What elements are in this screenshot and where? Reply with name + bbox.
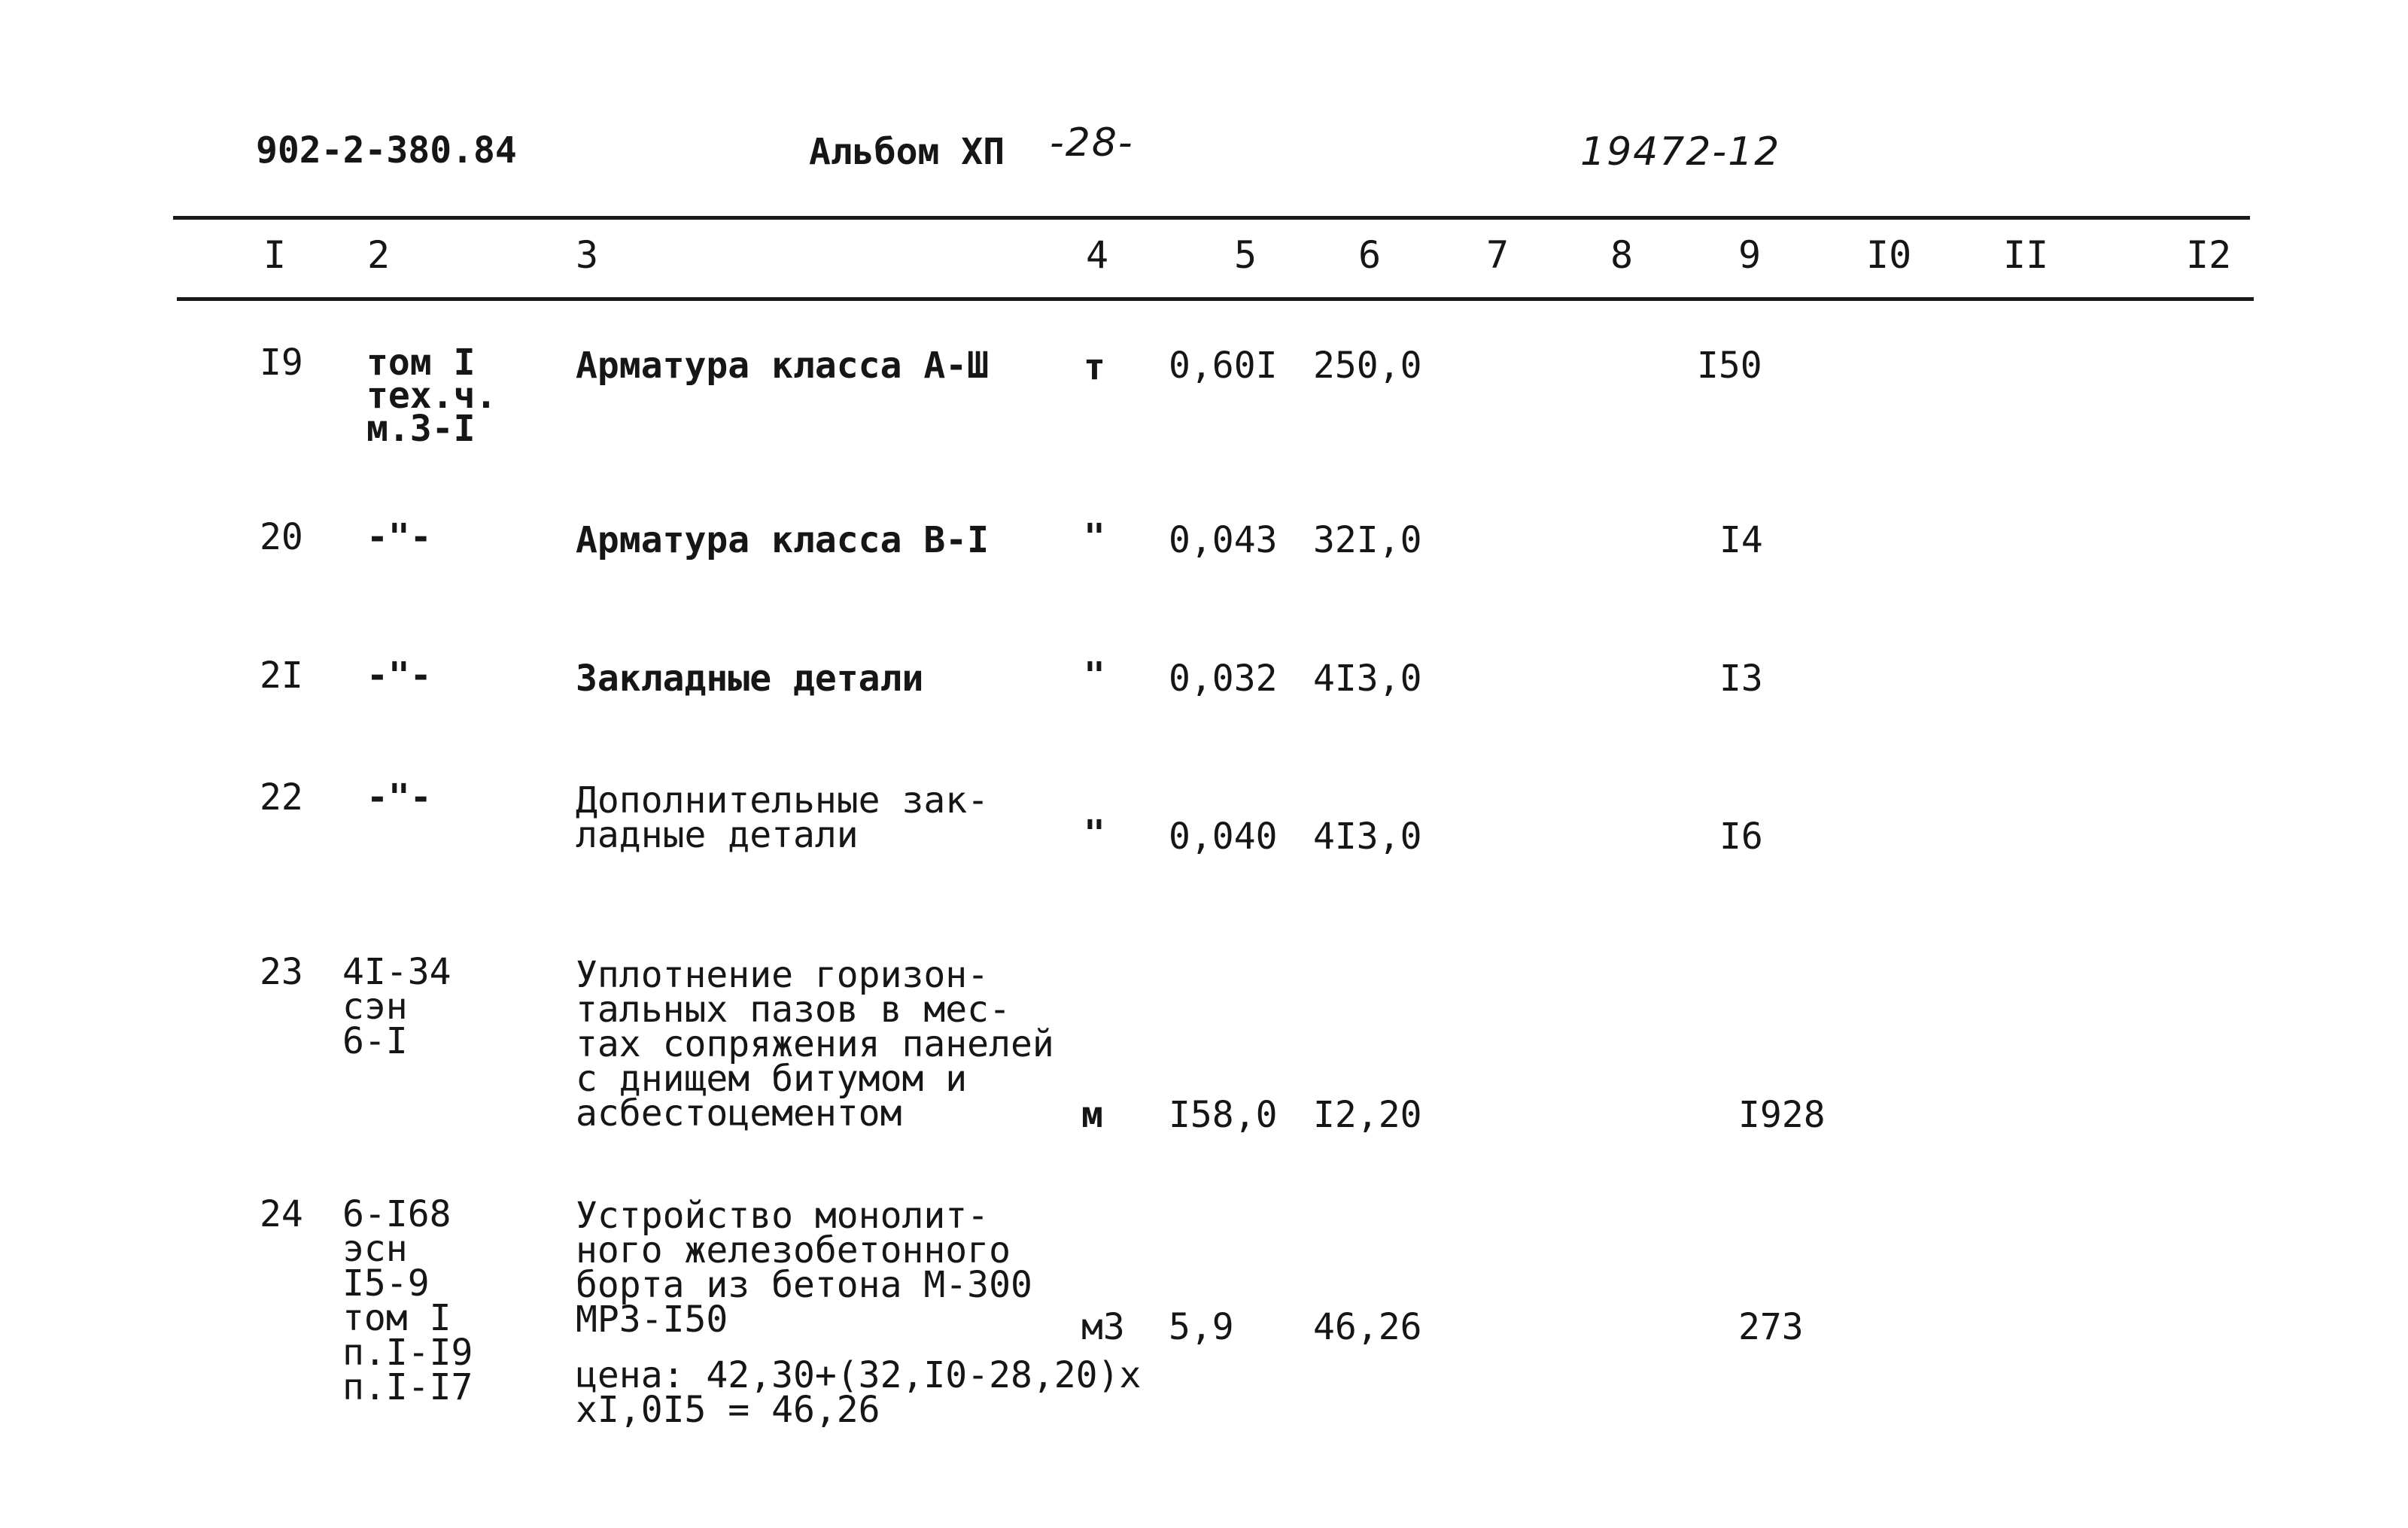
row-number: 24 — [260, 1193, 303, 1235]
unit-price: 4I3,0 — [1313, 816, 1422, 858]
column-header-1: I — [263, 233, 287, 277]
item-name-line: Закладные детали — [576, 658, 924, 700]
reference-line: м.3-I — [366, 408, 476, 450]
reference-line: сэн — [342, 986, 408, 1028]
total-cost: I4 — [1719, 519, 1763, 561]
column-header-2: 2 — [367, 233, 391, 277]
unit: " — [1084, 813, 1105, 855]
unit: " — [1084, 655, 1105, 697]
row-number: I9 — [260, 342, 303, 384]
item-name-line: Арматура класса В-I — [576, 519, 990, 561]
unit: т — [1084, 346, 1105, 388]
quantity: 5,9 — [1169, 1306, 1234, 1348]
item-name-line: Арматура класса А-Ш — [576, 345, 990, 387]
item-name-line: ладные детали — [576, 814, 859, 856]
reference-line: -"- — [366, 516, 432, 558]
row-number: 22 — [260, 776, 303, 819]
total-cost: I3 — [1719, 658, 1763, 700]
unit-price: I2,20 — [1313, 1094, 1422, 1136]
reference-line: 6-I — [342, 1020, 408, 1062]
item-name-line: МРЗ-I50 — [576, 1299, 728, 1341]
reference-line: 4I-34 — [342, 951, 451, 993]
column-header-7: 7 — [1486, 233, 1510, 277]
column-header-3: 3 — [576, 233, 599, 277]
item-name-line: с днищем битумом и — [576, 1058, 968, 1100]
item-name-line: Дополнительные зак- — [576, 779, 990, 822]
unit-price: 32I,0 — [1313, 519, 1422, 561]
inventory-number: 19472-12 — [1580, 129, 1781, 175]
document-code: 902-2-380.84 — [256, 129, 517, 172]
column-header-10: I0 — [1866, 233, 1912, 277]
table-header-rule — [177, 297, 2254, 301]
item-name-line: Устройство монолит- — [576, 1195, 990, 1237]
unit-price: 4I3,0 — [1313, 658, 1422, 700]
unit-price: 46,26 — [1313, 1306, 1422, 1348]
reference-line: тех.ч. — [366, 375, 497, 417]
column-header-9: 9 — [1738, 233, 1762, 277]
reference-line: п.I-I9 — [342, 1332, 473, 1374]
unit-price: 250,0 — [1313, 345, 1422, 387]
reference-line: -"- — [366, 655, 432, 697]
table-top-rule — [173, 216, 2250, 220]
quantity: I58,0 — [1169, 1094, 1278, 1136]
column-header-8: 8 — [1610, 233, 1634, 277]
quantity: 0,60I — [1169, 345, 1278, 387]
album-title: Альбом ХП — [809, 131, 1005, 173]
page-number: -28- — [1050, 120, 1134, 166]
reference-line: I5-9 — [342, 1262, 430, 1305]
price-note-line: цена: 42,30+(32,I0-28,20)х — [576, 1354, 1142, 1396]
quantity: 0,040 — [1169, 816, 1278, 858]
item-name-line: тальных пазов в мес- — [576, 989, 1011, 1031]
reference-line: том I — [366, 342, 476, 384]
row-number: 2I — [260, 655, 303, 697]
column-header-4: 4 — [1086, 233, 1109, 277]
reference-line: п.I-I7 — [342, 1366, 473, 1408]
total-cost: I928 — [1738, 1094, 1826, 1136]
reference-line: том I — [342, 1297, 451, 1339]
column-header-11: II — [2003, 233, 2049, 277]
column-header-5: 5 — [1234, 233, 1257, 277]
row-number: 20 — [260, 516, 303, 558]
total-cost: I50 — [1697, 345, 1762, 387]
reference-line: -"- — [366, 776, 432, 819]
item-name-line: ного железобетонного — [576, 1229, 1011, 1271]
reference-line: эсн — [342, 1228, 408, 1270]
quantity: 0,032 — [1169, 658, 1278, 700]
price-note-line: хI,0I5 = 46,26 — [576, 1389, 880, 1431]
quantity: 0,043 — [1169, 519, 1278, 561]
item-name-line: тах сопряжения панелей — [576, 1023, 1054, 1065]
column-header-6: 6 — [1358, 233, 1382, 277]
total-cost: 273 — [1738, 1306, 1804, 1348]
column-header-12: I2 — [2186, 233, 2232, 277]
unit: м — [1081, 1094, 1103, 1136]
reference-line: 6-I68 — [342, 1193, 451, 1235]
unit: м3 — [1081, 1306, 1125, 1348]
unit: " — [1084, 516, 1105, 558]
item-name-line: асбестоцементом — [576, 1092, 902, 1135]
item-name-line: Уплотнение горизон- — [576, 954, 990, 996]
row-number: 23 — [260, 951, 303, 993]
total-cost: I6 — [1719, 816, 1763, 858]
item-name-line: борта из бетона М-300 — [576, 1264, 1032, 1306]
